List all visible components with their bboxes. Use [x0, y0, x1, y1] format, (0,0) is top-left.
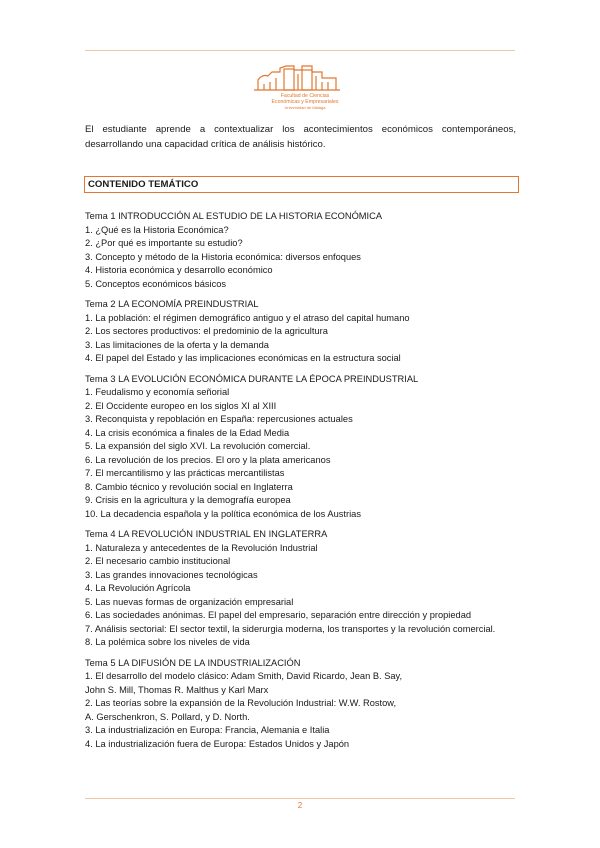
list-item: 3. Reconquista y repoblación en España: repercusiones actuales: [85, 414, 353, 424]
topic-4: [85, 528, 517, 650]
list-item: John S. Mill, Thomas R. Malthus y Karl Marx: [85, 684, 269, 695]
list-item: 6. Las sociedades anónimas. El papel del empresario, separación entre dirección y propiedad: [85, 610, 472, 620]
list-item: 1. El desarrollo del modelo clásico: Adam Smith, David Ricardo, Jean B. Say,: [85, 671, 403, 681]
topic-title: Tema 2 LA ECONOMÍA PREINDUSTRIAL: [85, 299, 259, 309]
list-item: 5. Conceptos económicos básicos: [85, 278, 227, 289]
list-item: 3. Concepto y método de la Historia económica: diversos enfoques: [85, 251, 361, 262]
list-item: 7. Análisis sectorial: El sector textil, la siderurgia moderna, los transportes y la revolución comercial.: [85, 623, 496, 634]
topic-2: [85, 298, 517, 366]
topic-3: [85, 373, 517, 522]
list-item: 4. Historia económica y desarrollo económico: [85, 265, 273, 275]
list-item: 9. Crisis en la agricultura y la demografía europea: [85, 495, 291, 505]
list-item: 1. ¿Qué es la Historia Económica?: [85, 224, 229, 235]
list-item: 5. La expansión del siglo XVI. La revolución comercial.: [85, 441, 311, 451]
logo-line-3: Universidad de Málaga: [284, 105, 326, 110]
list-item: 4. La Revolución Agrícola: [85, 583, 191, 593]
logo-wing: [302, 70, 312, 90]
list-item: 1. Feudalismo y economía señorial: [85, 387, 230, 397]
list-item: 2. El necesario cambio institucional: [85, 556, 231, 566]
header-rule: [85, 50, 515, 51]
list-item: 3. Las grandes innovaciones tecnológicas: [85, 569, 258, 580]
list-item: 8. La polémica sobre los niveles de vida: [85, 637, 250, 647]
logo-tower: [284, 69, 294, 90]
list-item: 4. El papel del Estado y las implicaciones económicas en la estructura social: [85, 353, 401, 363]
logo-line-2: Económicas y Empresariales: [271, 99, 339, 105]
list-item: 10. La decadencia española y la política económica de los Austrias: [85, 508, 361, 519]
list-item: 2. Las teorías sobre la expansión de la Revolución Industrial: W.W. Rostow,: [85, 698, 397, 708]
list-item: 2. Los sectores productivos: el predominio de la agricultura: [85, 326, 328, 336]
intro-paragraph: El estudiante aprende a contextualizar los acontecimientos económicos contemporáneos, desarrollando una capacidad crítica de análisis histórico.: [85, 124, 516, 150]
section-title: CONTENIDO TEMÁTICO: [84, 176, 519, 193]
faculty-logo: [250, 60, 350, 112]
list-item: 3. Las limitaciones de la oferta y la demanda: [85, 339, 269, 350]
topic-1: [85, 210, 517, 291]
list-item: 1. Naturaleza y antecedentes de la Revolución Industrial: [85, 542, 318, 553]
list-item: 2. El Occidente europeo en los siglos XI al XIII: [85, 400, 277, 411]
list-item: 4. La industrialización fuera de Europa: Estados Unidos y Japón: [85, 738, 350, 749]
list-item: 5. Las nuevas formas de organización empresarial: [85, 596, 294, 607]
topic-title: Tema 5 LA DIFUSIÓN DE LA INDUSTRIALIZACIÓN: [85, 657, 301, 668]
list-item: A. Gerschenkron, S. Pollard, y D. North.: [85, 711, 250, 722]
topic-list: [85, 210, 517, 758]
list-item: 1. La población: el régimen demográfico antiguo y el atraso del capital humano: [85, 312, 410, 323]
list-item: 4. La crisis económica a finales de la Edad Media: [85, 427, 290, 438]
topic-title: Tema 4 LA REVOLUCIÓN INDUSTRIAL EN INGLATERRA: [85, 529, 328, 539]
list-item: 3. La industrialización en Europa: Francia, Alemania e Italia: [85, 725, 330, 735]
topic-5: [85, 657, 517, 752]
list-item: 2. ¿Por qué es importante su estudio?: [85, 238, 243, 248]
topic-title: Tema 3 LA EVOLUCIÓN ECONÓMICA DURANTE LA ÉPOCA PREINDUSTRIAL: [85, 373, 419, 384]
list-item: 7. El mercantilismo y las prácticas mercantilistas: [85, 468, 285, 478]
list-item: 6. La revolución de los precios. El oro y la plata americanos: [85, 454, 331, 465]
list-item: 8. Cambio técnico y revolución social en Inglaterra: [85, 481, 293, 492]
topic-title: Tema 1 INTRODUCCIÓN AL ESTUDIO DE LA HISTORIA ECONÓMICA: [85, 211, 383, 221]
logo-windows: [264, 74, 328, 90]
logo-line-1: Facultad de Ciencias: [280, 93, 330, 99]
footer-rule: [85, 798, 515, 799]
page-number: 2: [297, 801, 303, 810]
